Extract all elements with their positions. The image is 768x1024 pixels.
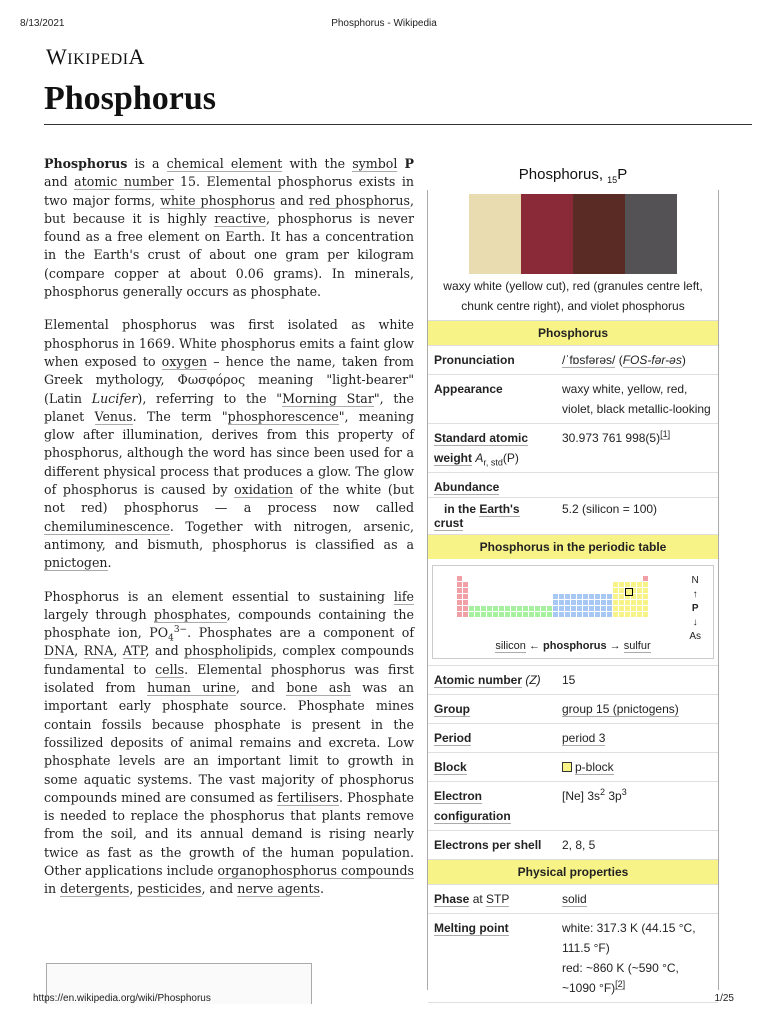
link-symbol[interactable]: symbol [352,156,398,171]
link-red-phosphorus[interactable]: red phosphorus [308,192,410,208]
logo-middle: IKIPEDI [67,51,129,68]
infobox-header-periodic-table: Phosphorus in the periodic table [428,534,718,559]
link-phase[interactable]: Phase [434,892,470,906]
link-morning-star[interactable]: Morning Star [282,390,374,406]
link-electron[interactable]: Electron [434,789,483,803]
print-date: 8/13/2021 [20,18,65,29]
infobox [427,190,719,995]
logo-a: A [128,44,145,69]
row-period [428,723,718,752]
article-body [44,155,414,914]
row-group [428,694,718,723]
p-block-swatch-icon [562,762,572,772]
link-crust[interactable]: crust [434,516,464,530]
link-period[interactable]: Period [434,731,472,745]
row-phase: Phase at STP solid [428,884,718,913]
ref-2[interactable]: [2] [615,979,626,989]
link-chemical-element[interactable]: chemical element [166,156,283,171]
link-nerve-agents[interactable]: nerve agents [237,881,321,897]
ref-1[interactable]: [1] [660,429,671,439]
row-appearance: Appearance waxy white, yellow, red, violet, black metallic-looking [428,374,718,423]
link-oxidation[interactable]: oxidation [234,482,294,498]
print-title: Phosphorus - Wikipedia [331,18,437,29]
link-stp[interactable]: STP [486,892,510,906]
link-period-3[interactable]: period 3 [562,731,606,745]
link-oxygen[interactable]: oxygen [161,353,208,369]
link-phosphates[interactable]: phosphates [153,606,227,622]
arrow-right-icon: → [609,640,624,652]
link-pesticides[interactable]: pesticides [137,881,202,897]
link-white-phosphorus[interactable]: white phosphorus [160,192,276,208]
arrow-down-icon: ↓ [692,617,698,628]
arrow-left-icon: ← [528,640,544,652]
link-p-block[interactable]: p-block [575,760,614,774]
link-detergents[interactable]: detergents [60,881,130,897]
row-atomic-number: Atomic number (Z) 15 [428,665,718,694]
wikipedia-logo[interactable] [46,44,145,70]
link-bone-ash[interactable]: bone ash [286,680,351,696]
link-solid[interactable]: solid [562,892,587,906]
infobox-header-physical: Physical properties [428,859,718,884]
row-electron-configuration: Electron configuration [Ne] $3s^2$ $3p^3$ [428,781,718,830]
link-pnictogen[interactable]: pnictogen [44,555,108,571]
violet-phosphorus-sample [625,194,677,274]
paragraph-biology: Phosphorus is an element essential to sustaining life largely through phosphates, compounds containing the phosphate ion, $PO_4^{3-}$. Phosphates are a component of DNA, RNA, ATP, and phospholipids, complex compounds fundamental to cells. Elemental phosphorus was first isolated from human urine, and bone ash was an important early phosphate source. Phosphate mines contain fossils because phosphate is present in the fossilized deposits of animal remains and excreta. Low phosphate levels are an important limit to growth in some aquatic systems. The vast majority of phosphorus compounds mined are consumed as fertilisers. Phosphate is needed to replace the phosphorus that plants remove from the soil, and its annual demand is rising nearly twice as fast as the growth of the human population. Other applications include organophosphorus compounds in detergents, pesticides, and nerve agents. [44,588,415,897]
phosphorus-allotropes-image[interactable] [428,194,718,274]
respelling-link[interactable]: FOS-fər-əs [622,353,682,367]
title-divider [44,124,752,125]
row-block [428,752,718,781]
link-phospholipids[interactable]: phospholipids [184,643,273,659]
link-earths[interactable]: Earth's [479,502,520,516]
link-sulfur[interactable]: sulfur [623,640,651,652]
row-melting-point: Melting point white: 317.3 K (44.15 °C, 111.5 °F) red: ~860 K (~590 °C, ~1090 °F)[2] [428,913,718,1002]
link-fertilisers[interactable]: fertilisers [277,789,339,805]
link-venus[interactable]: Venus [94,408,133,424]
logo-w: W [46,44,68,69]
link-phosphorescence[interactable]: phosphorescence [227,408,339,424]
link-melting-point[interactable]: Melting point [434,921,509,935]
link-block[interactable]: Block [434,760,467,774]
link-chemiluminescence[interactable]: chemiluminescence [44,518,170,534]
image-caption: waxy white (yellow cut), red (granules centre left, chunk centre right), and violet phosphorus [443,279,703,313]
paragraph-history: Elemental phosphorus was first isolated as white phosphorus in 1669. White phosphorus emits a faint glow when exposed to oxygen – hence the name, taken from Greek mythology, Φωσφόρος meaning "light-bearer" (Latin Lucifer), referring to the "Morning Star", the planet Venus. The term "phosphorescence", meaning glow after illumination, derives from this property of phosphorus, although the word has since been used for a different physical process that produces a glow. The glow of phosphorus is caused by oxidation of the white (but not red) phosphorus — a process now called chemiluminescence. Together with nitrogen, arsenic, antimony, and bismuth, phosphorus is classified as a pnictogen. [44,317,415,571]
link-abundance[interactable]: Abundance [434,480,500,494]
page-number: 1/25 [714,993,734,1004]
infobox-header-phosphorus: Phosphorus [428,320,718,345]
red-phosphorus-granules [521,194,573,274]
link-human-urine[interactable]: human urine [147,680,236,696]
row-abundance-crust: in the Earth's crust 5.2 (silicon = 100) [428,497,718,534]
page-title: Phosphorus [44,80,216,117]
link-reactive[interactable]: reactive [214,210,267,226]
row-pronunciation: Pronunciation /ˈfɒsfərəs/ (FOS-fər-əs) [428,345,718,374]
white-phosphorus-sample [469,194,521,274]
link-group[interactable]: Group [434,702,470,716]
element-above[interactable]: N [691,575,699,586]
link-silicon[interactable]: silicon [495,640,526,652]
link-atomic-number[interactable]: atomic number [74,174,174,190]
row-standard-atomic-weight: Standard atomic weight $A_{r, std}(P)$ 30.973 761 998(5)[1] [428,423,718,472]
link-configuration[interactable]: configuration [434,809,511,823]
arrow-up-icon: ↑ [692,589,698,600]
print-url: https://en.wikipedia.org/wiki/Phosphorus [33,993,211,1004]
link-atomic-number-label[interactable]: Atomic number [434,673,523,687]
group-neighbors: N ↑ P ↓ As [689,575,701,642]
link-atp[interactable]: ATP [122,643,146,659]
infobox-title: Phosphorus, $_{15}$P [518,166,628,185]
periodic-table-widget[interactable] [432,565,714,659]
link-life[interactable]: life [393,588,414,604]
paragraph-intro: Phosphorus is a chemical element with the symbol P and atomic number 15. Elemental phosphorus exists in two major forms, white phosphorus and red phosphorus, but because it is highly reactive, phosphorus is never found as a free element on Earth. It has a concentration in the Earth's crust of about one gram per kilogram (compare copper at about 0.06 grams). In minerals, phosphorus generally occurs as phosphate. [44,156,414,300]
lead-term: Phosphorus [44,156,128,171]
link-group-15[interactable]: group 15 (pnictogens) [562,702,679,716]
link-rna[interactable]: RNA [83,643,114,659]
red-phosphorus-chunk [573,194,625,274]
ipa-link[interactable]: /ˈfɒsfərəs/ [562,353,616,367]
link-organophosphorus[interactable]: organophosphorus compounds [217,862,414,878]
link-standard-atomic-weight[interactable]: Standard atomic weight [434,431,529,465]
link-cells[interactable]: cells [155,661,185,677]
row-abundance-header [428,472,718,497]
element-below[interactable]: As [689,631,701,642]
link-dna[interactable]: DNA [44,643,75,659]
row-electrons-per-shell: Electrons per shell 2, 8, 5 [428,830,718,859]
period-neighbors: silicon ← phosphorus → sulfur [495,640,651,652]
